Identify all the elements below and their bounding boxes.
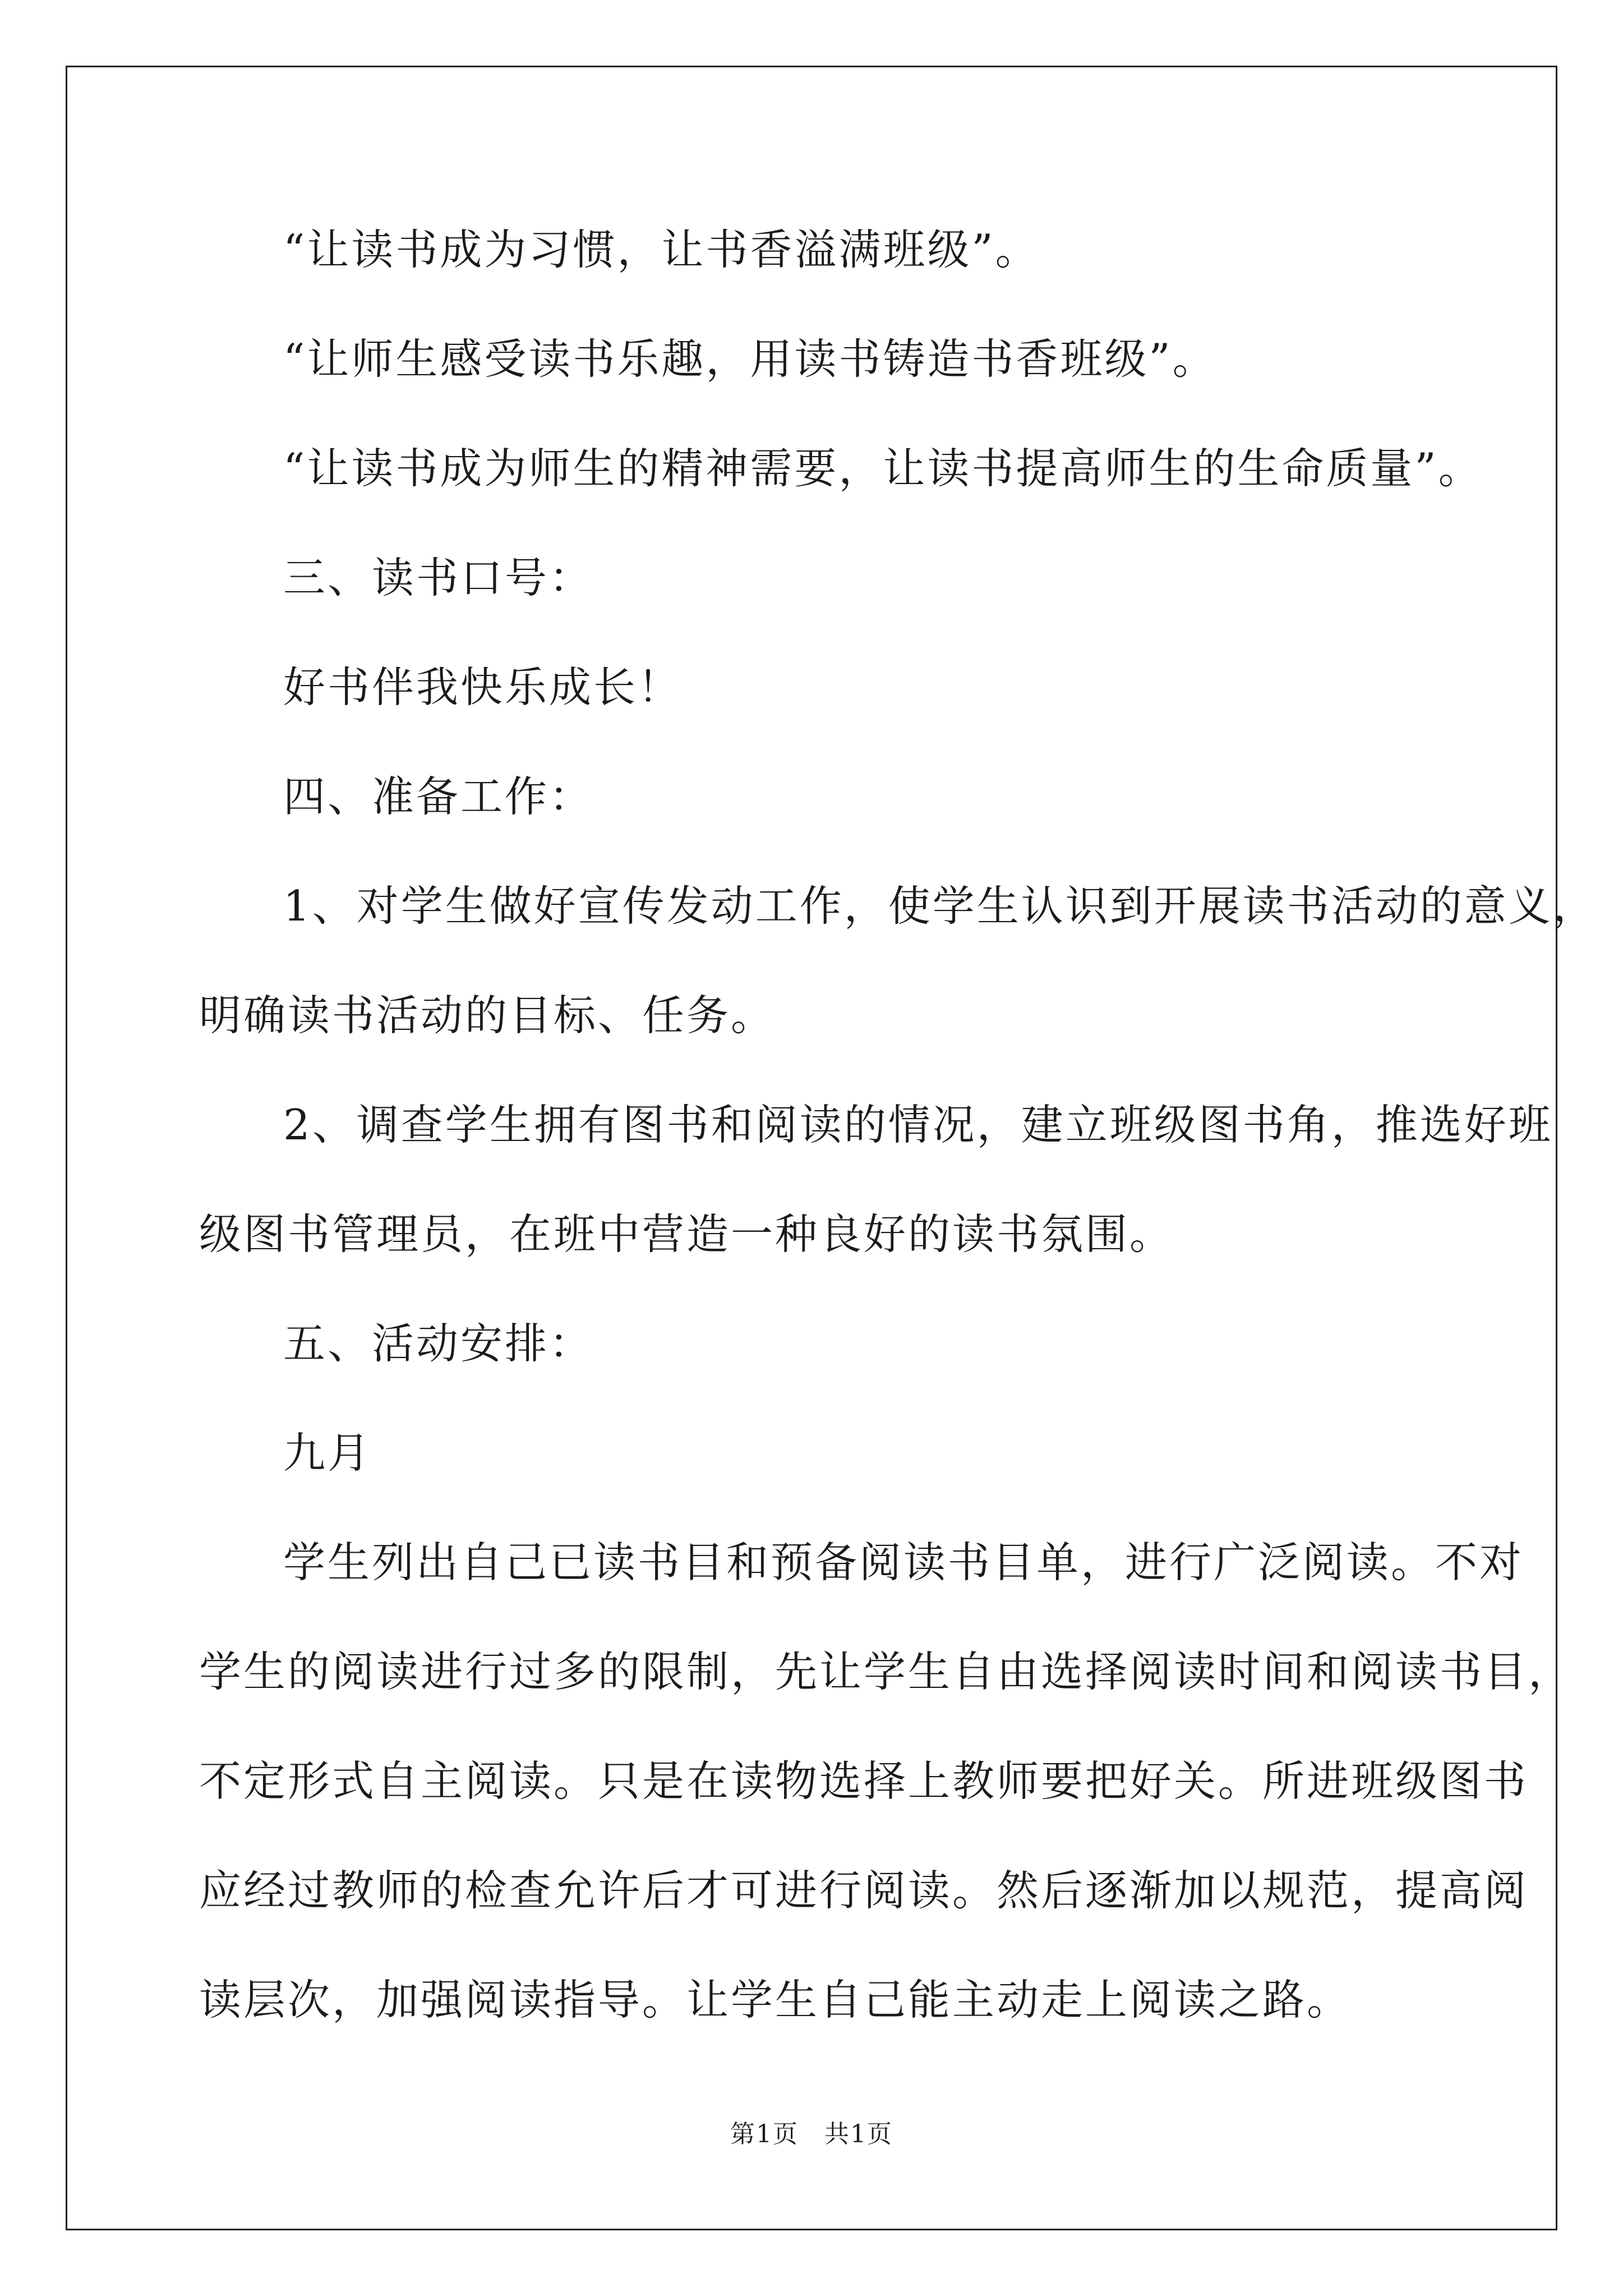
paragraph-line: “让师生感受读书乐趣，用读书铸造书香班级”。 [283, 334, 1217, 384]
paragraph-line: 2、调查学生拥有图书和阅读的情况，建立班级图书角，推选好班 [283, 1100, 1553, 1149]
slogan-text: 好书伴我快乐成长！ [283, 662, 683, 712]
paragraph-line: “让读书成为习惯，让书香溢满班级”。 [283, 225, 1040, 274]
section-heading: 四、准备工作： [283, 772, 594, 821]
paragraph-line: 应经过教师的检查允许后才可进行阅读。然后逐渐加以规范，提高阅 [199, 1866, 1529, 1915]
paragraph-line: 级图书管理员，在班中营造一种良好的读书氛围。 [199, 1209, 1174, 1259]
paragraph-line: “让读书成为师生的精神需要，让读书提高师生的生命质量”。 [283, 444, 1483, 493]
paragraph-line: 读层次，加强阅读指导。让学生自己能主动走上阅读之路。 [199, 1975, 1352, 2024]
section-heading: 五、活动安排： [283, 1319, 594, 1368]
paragraph-line: 学生列出自己已读书目和预备阅读书目单，进行广泛阅读。不对 [283, 1538, 1524, 1587]
paragraph-line: 不定形式自主阅读。只是在读物选择上教师要把好关。所进班级图书 [199, 1756, 1529, 1806]
section-heading: 三、读书口号： [283, 553, 594, 602]
month-label: 九月 [283, 1428, 372, 1478]
page-number-footer: 第1页 共1页 [730, 2120, 893, 2148]
paragraph-line: 1、对学生做好宣传发动工作，使学生认识到开展读书活动的意义， [283, 881, 1597, 931]
paragraph-line: 明确读书活动的目标、任务。 [199, 991, 776, 1040]
paragraph-line: 学生的阅读进行过多的限制，先让学生自由选择阅读时间和阅读书目， [199, 1647, 1573, 1696]
